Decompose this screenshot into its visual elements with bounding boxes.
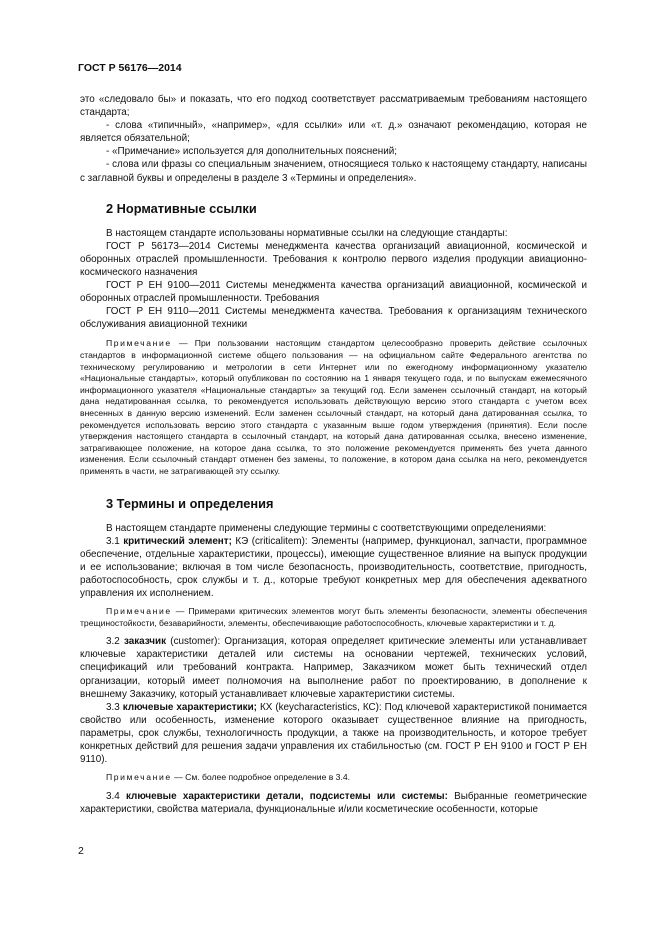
term-number: 3.4: [106, 790, 126, 802]
term-name: заказчик: [123, 636, 167, 648]
term-3-4: [80, 790, 587, 816]
term-3-2: [80, 635, 587, 700]
term-number: 3.2: [106, 636, 124, 648]
section-2-heading: 2 Нормативные ссылки: [106, 200, 257, 216]
term-number: 3.3: [106, 701, 123, 713]
term-3-3-note: [80, 772, 587, 784]
note-text: — При пользовании настоящим стандартом целесообразно проверить действие ссылочных стандартов в информационной системе общего пользования — на официальном сайте Федерального агентства по техническому регулированию и метрологии в сети Интернет или по ежегодному информационному указателю «Национальные стандарты», который опубликован по состоянию на 1 января текущего года, и по выпускам ежемесячного информационного указателя «Национальные стандарты» за текущий год. Если заменен ссылочный стандарт, на который дана недатированная ссылка, то рекомендуется использовать действующую версию этого стандарта с учетом всех внесенных в данную версию изменений. Если заменен ссылочный стандарт, на который дана датированная ссылка, то рекомендуется использовать версию этого стандарта с указанным выше годом утверждения (принятия). Если после утверждения настоящего стандарта в ссылочный стандарт, на который дана датированная ссылка, внесено изменение, затрагивающее положение, на которое дана ссылка, то это положение рекомендуется применять без учета данного изменения. Если ссылочный стандарт отменен без замены, то положение, в котором дана ссылка на него, рекомендуется применять в части, не затрагивающей эту ссылку.: [80, 338, 587, 476]
section-2-intro: В настоящем стандарте использованы нормативные ссылки на следующие стандарты:: [106, 227, 508, 239]
standard-header: ГОСТ Р 56176—2014: [78, 62, 182, 74]
note-text: — Примерами критических элементов могут быть элементы безопасности, элементы обеспечения трещиностойкости, безаварийности, элементы, обеспечивающие работоспособность, ключевые характеристики и т. д.: [80, 606, 587, 628]
note-lead: Примечание: [106, 772, 172, 783]
note-lead: Примечание: [106, 338, 172, 349]
normative-reference: ГОСТ Р ЕН 9100—2011 Системы менеджмента качества организаций авиационной, космической и оборонных отраслей промышленности. Требования: [80, 280, 587, 305]
note-text: — См. более подробное определение в 3.4.: [171, 772, 351, 783]
term-name: критический элемент;: [123, 535, 232, 547]
intro-paragraph-1: это «следовало бы» и показать, что его подход соответствует рассматриваемым требованиям настоящего стандарта;: [80, 94, 587, 119]
section-2-note: [80, 338, 587, 477]
page-number: 2: [78, 845, 84, 857]
term-3-1: [80, 535, 587, 600]
term-3-1-note: [80, 606, 587, 629]
term-name: ключевые характеристики;: [122, 701, 257, 713]
section-3-heading: 3 Термины и определения: [106, 495, 274, 511]
term-number: 3.1: [106, 535, 124, 547]
intro-paragraph-2: - слова «типичный», «например», «для ссылки» или «т. д.» означают рекомендацию, которая не является обязательной;: [80, 120, 587, 145]
normative-reference: ГОСТ Р 56173—2014 Системы менеджмента качества организаций авиационной, космической и оборонных отраслей промышленности. Требования к контролю первого изделия продукции авиационно-космического назначения: [80, 240, 587, 278]
term-definition: КХ (keycharacteristics, КС): Под ключевой характеристикой понимается свойство или особенность, изменение которого оказывает существенное влияние на пригодность, параметры, срок службы, технологичность продукции, а также на производительность, и которое требует конкретных действий для решения задачи управления их стабильностью (см. ГОСТ Р ЕН 9100 и ГОСТ Р ЕН 9110).: [80, 701, 587, 766]
term-definition: (customer): Организация, которая определяет критические элементы или устанавливает ключевые характеристики деталей или системы на основании чертежей, технических условий, спецификаций или требований контракта. Например, Заказчиком может быть технический отдел организации, который имеет полномочия на выполнение работ по проектированию, в дополнение к внешнему Заказчику, который устанавливает ключевые характеристики системы.: [80, 636, 587, 700]
term-3-3: [80, 701, 587, 766]
section-3-intro: В настоящем стандарте применены следующие термины с соответствующими определениями:: [106, 522, 547, 534]
intro-paragraph-3: - «Примечание» используется для дополнительных пояснений;: [106, 146, 397, 158]
page-body: [80, 93, 587, 816]
note-lead: Примечание: [106, 606, 172, 617]
term-definition: КЭ (criticalitem): Элементы (например, функционал, запчасти, программное обеспечение, отдельные характеристики, процессы), имеющие существенное влияние на выпуск продукции и ее использование; включая в том числе безопасность, производительность, соответствие, пригодность, работоспособность, срок службы и т. д., которые требуют конкретных мер для обеспечения адекватного управления их исполнением.: [80, 535, 587, 599]
term-definition: Выбранные геометрические характеристики, свойства материала, функциональные и/или косметические особенности, которые: [80, 790, 587, 815]
normative-reference: ГОСТ Р ЕН 9110—2011 Системы менеджмента качества. Требования к организациям технического обслуживания авиационной техники: [80, 306, 587, 331]
term-name: ключевые характеристики детали, подсистемы или системы:: [125, 790, 448, 802]
intro-paragraph-4: - слова или фразы со специальным значением, относящиеся только к настоящему стандарту, написаны с заглавной буквы и определены в разделе 3 «Термины и определения».: [80, 159, 587, 184]
